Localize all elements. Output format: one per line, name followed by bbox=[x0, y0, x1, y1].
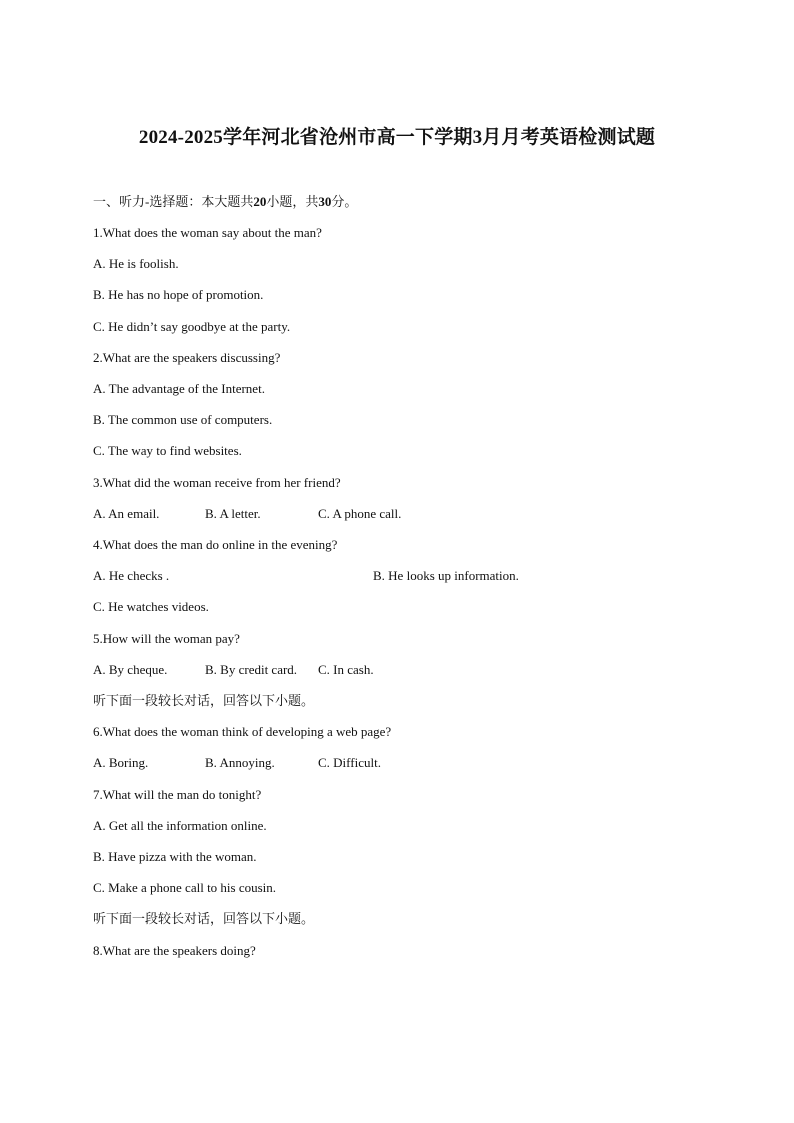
q3-option-a: A. An email. bbox=[93, 506, 160, 521]
q4-option-c: C. He watches videos. bbox=[93, 599, 209, 614]
q6-option-b: B. Annoying. bbox=[205, 755, 275, 770]
q7-option-b: B. Have pizza with the woman. bbox=[93, 849, 257, 864]
q5-option-b: B. By credit card. bbox=[205, 662, 298, 677]
question-1: 1.What does the woman say about the man? bbox=[93, 225, 322, 240]
q3-option-b: B. A letter. bbox=[205, 506, 261, 521]
q6-option-c: C. Difficult. bbox=[318, 755, 381, 770]
question-2: 2.What are the speakers discussing? bbox=[93, 350, 281, 365]
q1-option-b: B. He has no hope of promotion. bbox=[93, 287, 264, 302]
q5-option-c: C. In cash. bbox=[318, 662, 374, 677]
question-6: 6.What does the woman think of developing a web page? bbox=[93, 724, 392, 739]
page-title: 2024-2025学年河北省沧州市高一下学期3月月考英语检测试题 bbox=[138, 127, 656, 148]
q2-option-b: B. The common use of computers. bbox=[93, 412, 273, 427]
question-3: 3.What did the woman receive from her friend? bbox=[93, 475, 341, 490]
q7-option-c: C. Make a phone call to his cousin. bbox=[93, 880, 277, 895]
q4-option-a: A. He checks . bbox=[93, 568, 170, 583]
q7-option-a: A. Get all the information online. bbox=[93, 818, 267, 833]
q1-option-a: A. He is foolish. bbox=[93, 256, 179, 271]
q5-option-a: A. By cheque. bbox=[93, 662, 168, 677]
question-count: 20 bbox=[253, 194, 267, 209]
question-4: 4.What does the man do online in the evening? bbox=[93, 537, 338, 552]
section-heading bbox=[93, 193, 357, 211]
question-8: 8.What are the speakers doing? bbox=[93, 943, 256, 958]
q2-option-c: C. The way to find websites. bbox=[93, 443, 242, 458]
q3-option-c: C. A phone call. bbox=[318, 506, 402, 521]
question-5: 5.How will the woman pay? bbox=[93, 631, 240, 646]
instruction-2: 听下面一段较长对话，回答以下小题。 bbox=[93, 911, 315, 926]
section-mid: 小题，共 bbox=[266, 194, 319, 209]
q6-option-a: A. Boring. bbox=[93, 755, 149, 770]
q1-option-c: C. He didn’t say goodbye at the party. bbox=[93, 319, 291, 334]
section-prefix: 一、听力-选择题：本大题共 bbox=[93, 194, 254, 209]
q2-option-a: A. The advantage of the Internet. bbox=[93, 381, 265, 396]
question-7: 7.What will the man do tonight? bbox=[93, 787, 262, 802]
instruction-1: 听下面一段较长对话，回答以下小题。 bbox=[93, 693, 315, 708]
total-score: 30 bbox=[318, 194, 332, 209]
q4-option-b: B. He looks up information. bbox=[373, 568, 519, 583]
section-suffix: 分。 bbox=[331, 194, 358, 209]
